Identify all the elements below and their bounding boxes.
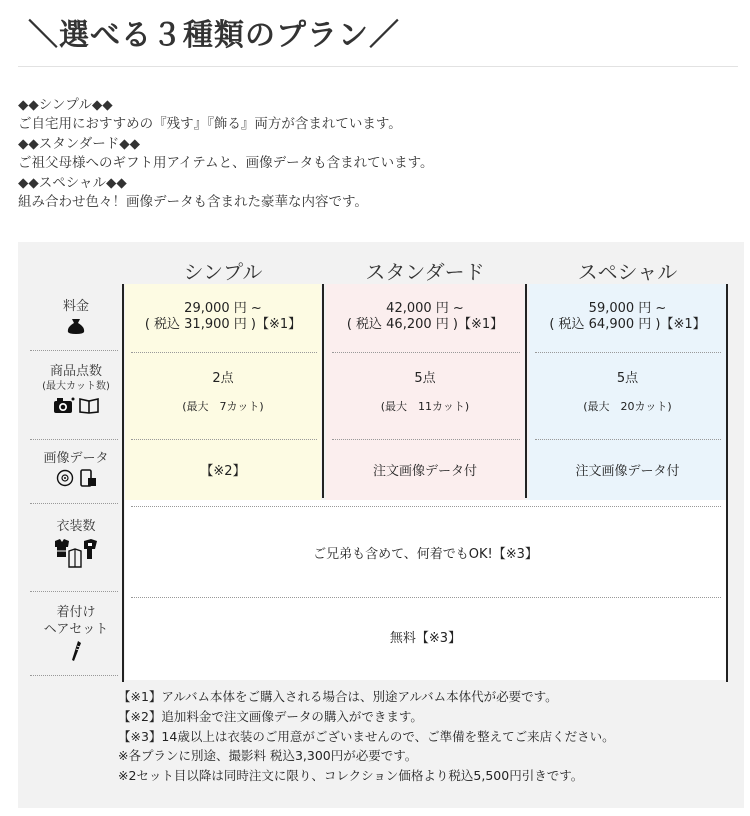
price-value: 59,000 円 ~ bbox=[588, 301, 667, 316]
row-divider bbox=[332, 352, 520, 353]
row-divider bbox=[131, 439, 317, 440]
price-value: 42,000 円 ~ bbox=[386, 301, 464, 316]
intro-line: ◆◆スタンダード◆◆ bbox=[18, 135, 140, 152]
price-label: 料金 bbox=[62, 299, 89, 314]
items-cell-standard bbox=[326, 370, 524, 414]
intro-line: ご祖父母様へのギフト用アイテムと、画像データも含まれています。 bbox=[18, 155, 434, 172]
row-divider bbox=[535, 439, 721, 440]
row-label-items bbox=[30, 363, 122, 418]
row-divider bbox=[30, 439, 118, 440]
row-divider bbox=[535, 352, 721, 353]
row-label-costume bbox=[30, 518, 122, 573]
row-divider bbox=[332, 439, 520, 440]
plan-name-special: スペシャル bbox=[577, 260, 678, 284]
camera-icon bbox=[53, 396, 75, 418]
album-icon bbox=[78, 396, 100, 418]
items-sub-label: (最大カット数) bbox=[42, 381, 110, 392]
table-left-border bbox=[122, 284, 124, 682]
items-count: 5点 bbox=[414, 371, 436, 386]
intro-line: ◆◆シンプル◆◆ bbox=[18, 97, 113, 113]
row-divider bbox=[131, 506, 721, 507]
note-line: 【※2】追加料金で注文画像データの購入ができます。 bbox=[118, 708, 423, 724]
intro-line: 組み合わせ色々！画像データも含まれた豪華な内容です。 bbox=[18, 194, 368, 211]
page-heading: ＼選べる３種類のプラン／ bbox=[28, 18, 400, 53]
price-cell-special bbox=[529, 301, 726, 333]
data-cell-simple: 【※2】 bbox=[200, 464, 246, 479]
dressing-value: 無料【※3】 bbox=[389, 631, 462, 646]
items-max: (最大 7カット) bbox=[182, 400, 264, 413]
row-divider bbox=[30, 591, 118, 592]
row-label-dressing bbox=[30, 604, 122, 666]
note-line: 【※3】14歳以上は衣装のご用意がございませんので、ご準備を整えてご来店ください。 bbox=[118, 728, 615, 744]
note-line: 【※1】アルバム本体をご購入される場合は、別途アルバム本体代が必要です。 bbox=[118, 689, 558, 704]
comb-icon bbox=[69, 640, 83, 666]
items-cell-special bbox=[529, 370, 726, 414]
intro-line: ◆◆スペシャル◆◆ bbox=[18, 174, 127, 191]
shared-rows-bg bbox=[125, 500, 726, 680]
price-value: 29,000 円 ~ bbox=[184, 301, 262, 316]
money-bag-icon bbox=[66, 317, 86, 339]
row-label-data bbox=[30, 450, 122, 491]
price-cell-simple bbox=[125, 301, 321, 333]
row-divider bbox=[30, 675, 118, 676]
data-label: 画像データ bbox=[43, 451, 109, 466]
column-divider bbox=[322, 284, 324, 498]
disc-icon bbox=[55, 469, 75, 491]
dressing-label-line2: ヘアセット bbox=[43, 622, 109, 637]
items-count: 2点 bbox=[212, 371, 234, 386]
costume-value: ご兄弟も含めて、何着でもOK!【※3】 bbox=[313, 547, 538, 562]
table-right-border bbox=[726, 284, 728, 682]
data-cell-standard: 注文画像データ付 bbox=[372, 464, 477, 479]
price-tax: ( 税込 64,900 円 )【※1】 bbox=[549, 317, 706, 332]
heading-divider bbox=[18, 66, 738, 67]
row-divider bbox=[30, 350, 118, 351]
items-count: 5点 bbox=[616, 371, 639, 386]
row-divider bbox=[30, 503, 118, 504]
costume-label: 衣装数 bbox=[56, 519, 96, 534]
column-divider bbox=[525, 284, 527, 498]
plan-intro bbox=[18, 96, 434, 212]
price-tax: ( 税込 31,900 円 )【※1】 bbox=[144, 317, 302, 332]
plan-name-simple: シンプル bbox=[183, 260, 263, 284]
items-label: 商品点数 bbox=[49, 364, 102, 379]
items-cell-simple bbox=[125, 370, 321, 414]
row-divider bbox=[131, 597, 721, 598]
row-divider bbox=[131, 352, 317, 353]
plan-notes bbox=[118, 687, 615, 786]
items-max: (最大 11カット) bbox=[380, 400, 470, 413]
price-cell-standard bbox=[326, 301, 524, 333]
items-max: (最大 20カット) bbox=[583, 400, 672, 413]
plan-name-standard: スタンダード bbox=[365, 260, 485, 284]
row-label-price bbox=[30, 298, 122, 339]
note-line: ※2セット目以降は同時注文に限り、コレクション価格より税込5,500円引きです。 bbox=[118, 768, 584, 784]
dressing-label-line1: 着付け bbox=[56, 605, 96, 620]
note-line: ※各プランに別途、撮影料 税込3,300円が必要です。 bbox=[118, 748, 418, 764]
costume-icon bbox=[51, 537, 101, 573]
data-cell-special: 注文画像データ付 bbox=[575, 464, 680, 479]
smartphone-icon bbox=[78, 469, 98, 491]
price-tax: ( 税込 46,200 円 )【※1】 bbox=[346, 317, 504, 332]
intro-line: ご自宅用におすすめの『残す』『飾る』両方が含まれています。 bbox=[18, 116, 402, 133]
